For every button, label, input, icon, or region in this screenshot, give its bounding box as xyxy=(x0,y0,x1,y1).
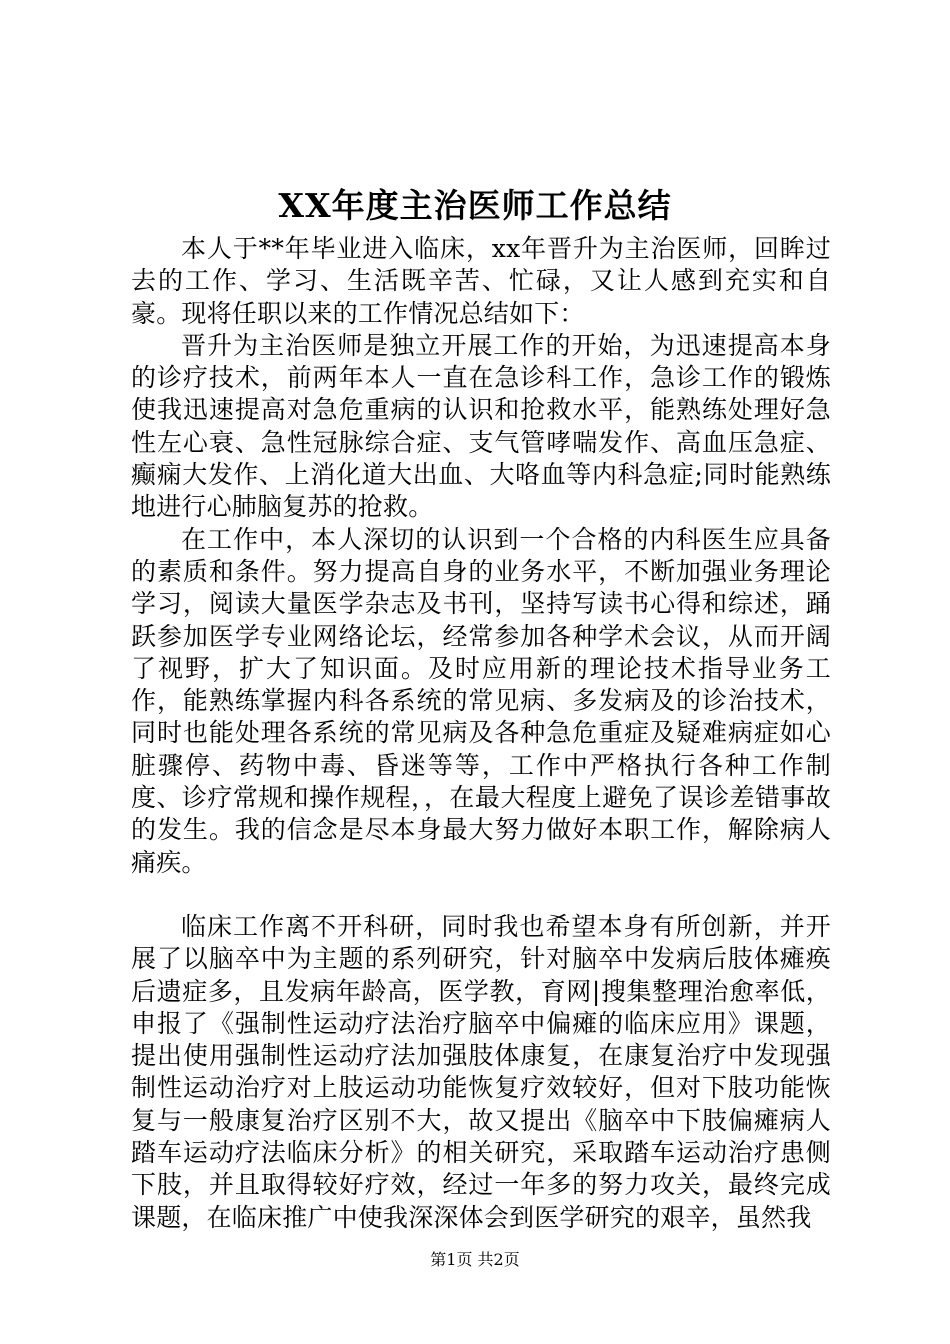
page-footer: 第1页 共2页 xyxy=(430,1250,520,1269)
paragraph-emergency-work: 晋升为主治医师是独立开展工作的开始，为迅速提高本身的诊疗技术，前两年本人一直在急诊科工作，急诊工作的锻炼使我迅速提高对急危重病的认识和抢救水平，能熟练处理好急性左心衰、急性冠脉综合症、支气管哮喘发作、高血压急症、癫痫大发作、上消化道大出血、大咯血等内科急症;同时能熟练地进行心肺脑复苏的抢救。 xyxy=(131,330,831,522)
paragraph-professional-growth: 在工作中，本人深切的认识到一个合格的内科医生应具备的素质和条件。努力提高自身的业务水平，不断加强业务理论学习，阅读大量医学杂志及书刊，坚持写读书心得和综述，踊跃参加医学专业网络论坛，经常参加各种学术会议，从而开阔了视野，扩大了知识面。及时应用新的理论技术指导业务工作，能熟练掌握内科各系统的常见病、多发病及的诊治技术，同时也能处理各系统的常见病及各种急危重症及疑难病症如心脏骤停、药物中毒、昏迷等等，工作中严格执行各种工作制度、诊疗常规和操作规程，，在最大程度上避免了误诊差错事故的发生。我的信念是尽本身最大努力做好本职工作，解除病人痛疾。 xyxy=(131,524,831,877)
paragraph-intro: 本人于**年毕业进入临床，xx年晋升为主治医师，回眸过去的工作、学习、生活既辛苦、忙碌，又让人感到充实和自豪。现将任职以来的工作情况总结如下： xyxy=(131,234,831,328)
document-body xyxy=(131,233,831,1234)
document-title: XX年度主治医师工作总结 xyxy=(278,186,672,225)
paragraph-spacer xyxy=(131,879,831,911)
paragraph-research: 临床工作离不开科研，同时我也希望本身有所创新，并开展了以脑卒中为主题的系列研究，针对脑卒中发病后肢体瘫痪后遗症多，且发病年龄高，医学教，育网|搜集整理治愈率低，申报了《强制性运动疗法治疗脑卒中偏瘫的临床应用》课题，提出使用强制性运动疗法加强肢体康复，在康复治疗中发现强制性运动治疗对上肢运动功能恢复疗效较好，但对下肢功能恢复与一般康复治疗区别不大，故又提出《脑卒中下肢偏瘫病人踏车运动疗法临床分析》的相关研究，采取踏车运动治疗患侧下肢，并且取得较好疗效，经过一年多的努力攻关，最终完成课题，在临床推广中使我深深体会到医学研究的艰辛，虽然我 xyxy=(131,911,831,1232)
